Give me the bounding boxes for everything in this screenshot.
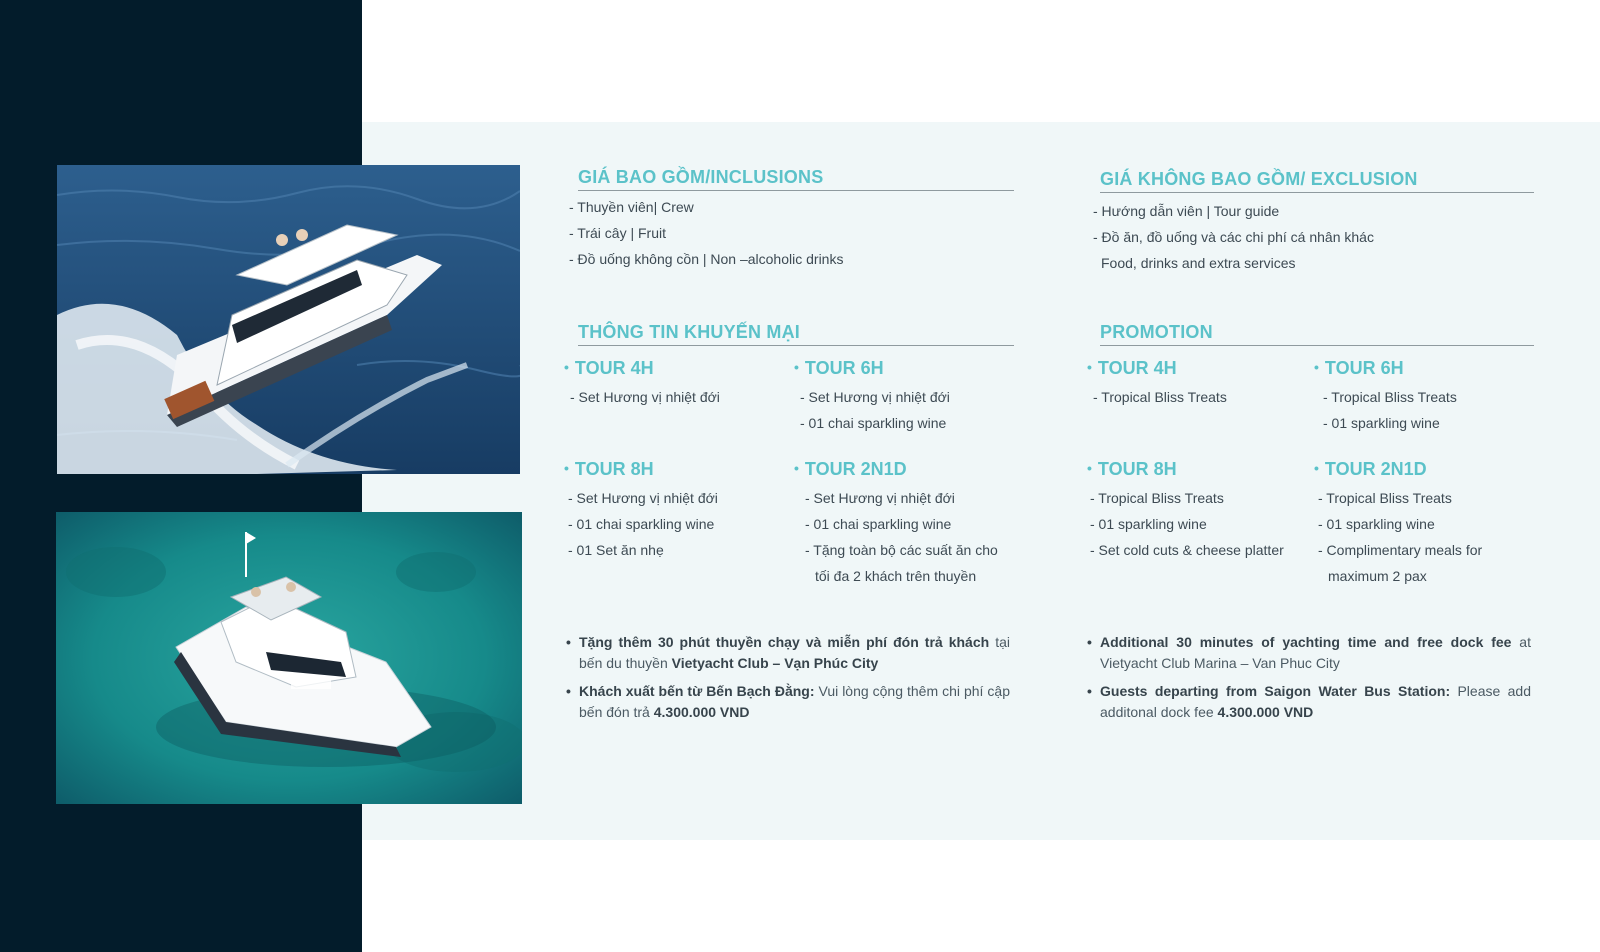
tour-8h-en-title: • TOUR 8H: [1087, 459, 1177, 479]
dark-side-band: [0, 0, 362, 952]
tour-item: - Complimentary meals for: [1318, 542, 1483, 558]
tour-item: - Set cold cuts & cheese platter: [1090, 542, 1284, 558]
bullet-icon: •: [566, 634, 571, 650]
inclusion-item: - Thuyền viên| Crew: [569, 199, 694, 215]
tour-item: - Tropical Bliss Treats: [1318, 490, 1452, 506]
tour-item: - Tropical Bliss Treats: [1090, 490, 1224, 506]
tour-item: - 01 sparkling wine: [1090, 516, 1207, 532]
tour-item: - Set Hương vị nhiệt đới: [568, 490, 718, 506]
tour-item: tối đa 2 khách trên thuyền: [815, 568, 977, 584]
inclusions-heading: GIÁ BAO GỒM/INCLUSIONS: [578, 167, 1014, 191]
bullet-icon: •: [1087, 634, 1092, 650]
promo-note-vi: • Khách xuất bến từ Bến Bạch Đằng: Vui lòng cộng thêm chi phí cập bến đón trả 4.300.000 VND: [566, 683, 1010, 720]
exclusion-item: Food, drinks and extra services: [1101, 255, 1296, 271]
tour-2n1d-vi-title: • TOUR 2N1D: [794, 459, 907, 479]
tour-item: - 01 sparkling wine: [1323, 415, 1440, 431]
tour-6h-vi-title: • TOUR 6H: [794, 358, 884, 378]
exclusion-item: - Đồ ăn, đồ uống và các chi phí cá nhân khác: [1093, 229, 1374, 245]
exclusion-item: - Hướng dẫn viên | Tour guide: [1093, 203, 1280, 219]
promo-note-en: • Additional 30 minutes of yachting time and free dock fee at Vietyacht Club Marina – Van Phuc City: [1087, 634, 1531, 671]
tour-2n1d-en-title: • TOUR 2N1D: [1314, 459, 1427, 479]
content-panel: [362, 122, 1600, 840]
bullet-icon: •: [1314, 460, 1319, 476]
inclusion-item: - Trái cây | Fruit: [569, 225, 666, 241]
tour-item: - 01 chai sparkling wine: [805, 516, 952, 532]
tour-item: - 01 chai sparkling wine: [568, 516, 715, 532]
tour-item: - Set Hương vị nhiệt đới: [805, 490, 955, 506]
bullet-icon: •: [1087, 359, 1092, 375]
tour-item: - Tropical Bliss Treats: [1323, 389, 1457, 405]
bullet-icon: •: [564, 460, 569, 476]
tour-item: - Tropical Bliss Treats: [1093, 389, 1227, 405]
bullet-icon: •: [794, 359, 799, 375]
yacht-photo-anchored: [56, 512, 522, 804]
tour-8h-vi-title: • TOUR 8H: [564, 459, 654, 479]
tour-item: - 01 Set ăn nhẹ: [568, 542, 664, 558]
promotion-en-heading: PROMOTION: [1100, 322, 1534, 346]
bullet-icon: •: [1314, 359, 1319, 375]
tour-item: - Tặng toàn bộ các suất ăn cho: [805, 542, 998, 558]
bullet-icon: •: [564, 359, 569, 375]
tour-item: - 01 chai sparkling wine: [800, 415, 947, 431]
tour-6h-en-title: • TOUR 6H: [1314, 358, 1404, 378]
bullet-icon: •: [566, 683, 571, 699]
inclusion-item: - Đồ uống không cồn | Non –alcoholic drinks: [569, 251, 844, 267]
promotion-vi-heading: THÔNG TIN KHUYẾN MẠI: [578, 322, 1014, 346]
bullet-icon: •: [1087, 683, 1092, 699]
tour-4h-vi-title: • TOUR 4H: [564, 358, 654, 378]
tour-item: maximum 2 pax: [1328, 568, 1427, 584]
promo-note-vi: • Tặng thêm 30 phút thuyền chạy và miễn phí đón trả khách tại bến du thuyền Vietyacht Club – Vạn Phúc City: [566, 634, 1010, 671]
promo-note-en: • Guests departing from Saigon Water Bus Station: Please add additonal dock fee 4.300.000 VND: [1087, 683, 1531, 720]
tour-item: - 01 sparkling wine: [1318, 516, 1435, 532]
bullet-icon: •: [794, 460, 799, 476]
yacht-photo-cruising: [57, 165, 520, 474]
tour-item: - Set Hương vị nhiệt đới: [570, 389, 720, 405]
bullet-icon: •: [1087, 460, 1092, 476]
tour-item: - Set Hương vị nhiệt đới: [800, 389, 950, 405]
exclusions-heading: GIÁ KHÔNG BAO GỒM/ EXCLUSION: [1100, 169, 1534, 193]
tour-4h-en-title: • TOUR 4H: [1087, 358, 1177, 378]
